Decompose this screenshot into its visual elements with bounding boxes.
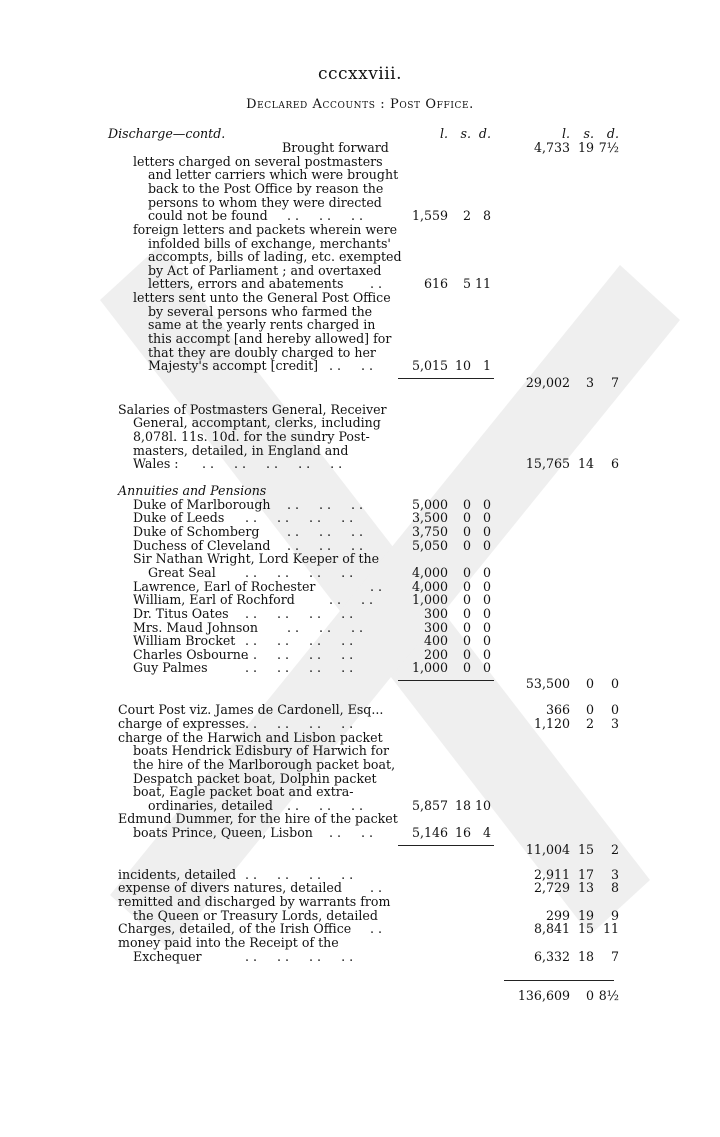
amount-pence: 10 (474, 798, 491, 813)
amount-shillings: 15 (577, 921, 594, 936)
amount-pounds: 5,050 (411, 538, 448, 553)
entry-text-line: infolded bills of exchange, merchants' (148, 236, 391, 251)
amount-pence: 3 (610, 867, 619, 882)
amount-pence: 11 (602, 921, 619, 936)
entry-text-line: charge of the Harwich and Lisbon packet (118, 730, 383, 745)
amount-pounds: 300 (423, 606, 448, 621)
amount-shillings: 0 (462, 579, 471, 594)
amount-pounds: 1,120 (533, 716, 570, 731)
amount-pence: 4 (482, 825, 491, 840)
entry-text-line: Despatch packet boat, Dolphin packet (133, 771, 377, 786)
amount-shillings: 0 (462, 633, 471, 648)
amount-pence: 7 (610, 375, 619, 390)
amount-shillings: 2 (585, 716, 594, 731)
amount-shillings: 0 (462, 538, 471, 553)
amount-shillings: 19 (577, 140, 594, 155)
amount-shillings: 0 (462, 565, 471, 580)
amount-shillings: 0 (462, 524, 471, 539)
entry-text-line: boat, Eagle packet boat and extra- (133, 784, 354, 799)
amount-pence: 3 (610, 716, 619, 731)
page-folio: cccxxviii. (317, 64, 403, 84)
entry-text-line: remitted and discharged by warrants from (118, 894, 391, 909)
annuitant-name: Duke of Schomberg (133, 524, 260, 539)
subtotal-rule (398, 680, 494, 681)
entry-text-line: charge of expresses (118, 716, 246, 731)
amount-shillings: 0 (462, 660, 471, 675)
amount-pounds: 3,750 (411, 524, 448, 539)
amount-pence: 0 (610, 702, 619, 717)
leader-dots: . . (370, 276, 383, 291)
amount-shillings: 0 (462, 606, 471, 621)
amount-pence: 0 (482, 620, 491, 635)
leader-dots: . . . . . . . . (245, 716, 354, 731)
amount-pounds: 1,000 (411, 660, 448, 675)
amount-pounds: 4,000 (411, 579, 448, 594)
leader-dots: . . . . . . (287, 620, 364, 635)
annuities-title: Annuities and Pensions (118, 483, 267, 498)
leader-dots: . . . . (329, 592, 374, 607)
annuitant-name: William Brocket (133, 633, 236, 648)
amount-shillings: 0 (462, 647, 471, 662)
entry-text-line: money paid into the Receipt of the (118, 935, 339, 950)
amount-pence: 8 (482, 208, 491, 223)
amount-pounds: 299 (545, 908, 570, 923)
amount-pence: 9 (610, 908, 619, 923)
subtotal-rule (398, 378, 494, 379)
amount-pence: 0 (482, 592, 491, 607)
amount-pounds: 366 (545, 702, 570, 717)
amount-shillings: 5 (462, 276, 471, 291)
amount-pence: 2 (610, 842, 619, 857)
entry-text-line: boats Prince, Queen, Lisbon (133, 825, 313, 840)
amount-pounds: 1,000 (411, 592, 448, 607)
amount-pounds: 300 (423, 620, 448, 635)
amount-pounds: 5,000 (411, 497, 448, 512)
amount-shillings: 0 (585, 988, 594, 1003)
annuitant-name: Duke of Leeds (133, 510, 225, 525)
entry-text-line: this accompt [and hereby allowed] for (148, 331, 392, 346)
col1-pounds-header: l. (439, 126, 448, 141)
amount-shillings: 0 (585, 676, 594, 691)
amount-shillings: 2 (462, 208, 471, 223)
amount-pounds: 616 (423, 276, 448, 291)
leader-dots: . . . . . . (287, 524, 364, 539)
amount-pounds: 53,500 (525, 676, 570, 691)
entry-text-line: could not be found (148, 208, 268, 223)
amount-pence: 11 (474, 276, 491, 291)
amount-pence: 7 (610, 949, 619, 964)
amount-pounds: 4,000 (411, 565, 448, 580)
amount-pounds: 5,146 (411, 825, 448, 840)
amount-pounds: 5,857 (411, 798, 448, 813)
annuitant-name: Duchess of Cleveland (133, 538, 271, 553)
amount-pounds: 2,729 (533, 880, 570, 895)
amount-shillings: 16 (454, 825, 471, 840)
leader-dots: . . . . . . . . (245, 510, 354, 525)
amount-pounds: 8,841 (533, 921, 570, 936)
entry-text-line: Court Post viz. James de Cardonell, Esq... (118, 702, 384, 717)
amount-shillings: 17 (577, 867, 594, 882)
entry-text-line: ordinaries, detailed (148, 798, 273, 813)
amount-pounds: 1,559 (411, 208, 448, 223)
amount-pounds: 29,002 (525, 375, 570, 390)
leader-dots: . . (370, 880, 383, 895)
entry-text-line: by several persons who farmed the (148, 304, 373, 319)
amount-pence: 0 (482, 524, 491, 539)
amount-pence: 8½ (598, 988, 619, 1003)
amount-pence: 7½ (598, 140, 619, 155)
entry-text-line: that they are doubly charged to her (148, 345, 376, 360)
amount-pounds: 2,911 (533, 867, 570, 882)
leader-dots: . . . . . . . . (245, 606, 354, 621)
leader-dots: . . . . . . . . (245, 647, 354, 662)
leader-dots: . . . . . . . . (245, 660, 354, 675)
entry-text-line: letters charged on several postmasters (133, 154, 383, 169)
annuitant-name: William, Earl of Rochford (133, 592, 295, 607)
amount-pence: 0 (482, 606, 491, 621)
amount-pounds: 5,015 (411, 358, 448, 373)
amount-pence: 1 (482, 358, 491, 373)
grand-total-rule (504, 980, 614, 981)
amount-shillings: 0 (462, 510, 471, 525)
col1-shillings-header: s. (460, 126, 471, 141)
leader-dots: . . . . . . (287, 497, 364, 512)
entry-text-line: Charges, detailed, of the Irish Office (118, 921, 352, 936)
entry-text-line: foreign letters and packets wherein were (133, 222, 398, 237)
entry-text-line: General, accomptant, clerks, including (133, 415, 381, 430)
col2-pounds-header: l. (561, 126, 570, 141)
leader-dots: . . . . . . . . (245, 867, 354, 882)
amount-pounds: 400 (423, 633, 448, 648)
entry-text-line: the hire of the Marlborough packet boat, (133, 757, 396, 772)
entry-text-line: boats Hendrick Edisbury of Harwich for (133, 743, 390, 758)
brought-forward-label: Brought forward (282, 140, 389, 155)
entry-text-line: masters, detailed, in England and (133, 443, 349, 458)
amount-pence: 0 (482, 633, 491, 648)
amount-shillings: 10 (454, 358, 471, 373)
amount-shillings: 3 (585, 375, 594, 390)
leader-dots: . . . . . . . . (245, 949, 354, 964)
amount-pence: 8 (610, 880, 619, 895)
col2-pence-header: d. (606, 126, 619, 141)
entry-text-line: Edmund Dummer, for the hire of the packet (118, 811, 398, 826)
entry-text-line: 8,078l. 11s. 10d. for the sundry Post- (133, 429, 370, 444)
amount-pence: 0 (482, 497, 491, 512)
annuitant-name: Sir Nathan Wright, Lord Keeper of the (133, 551, 380, 566)
amount-pounds: 3,500 (411, 510, 448, 525)
entry-text-line: expense of divers natures, detailed (118, 880, 342, 895)
leader-dots: . . . . . . . . (245, 633, 354, 648)
amount-pence: 0 (610, 676, 619, 691)
amount-pounds: 11,004 (525, 842, 570, 857)
annuitant-name: Lawrence, Earl of Rochester (133, 579, 316, 594)
entry-text-line: letters, errors and abatements (148, 276, 344, 291)
leader-dots: . . . . (329, 825, 374, 840)
amount-shillings: 0 (585, 702, 594, 717)
amount-pounds: 15,765 (525, 456, 570, 471)
entry-text-line: Salaries of Postmasters General, Receiver (118, 402, 387, 417)
amount-pence: 0 (482, 660, 491, 675)
amount-shillings: 15 (577, 842, 594, 857)
entry-text-line: letters sent unto the General Post Office (133, 290, 391, 305)
entry-text-line: incidents, detailed (118, 867, 237, 882)
amount-pence: 0 (482, 579, 491, 594)
leader-dots: . . . . . . (287, 208, 364, 223)
entry-text-line: the Queen or Treasury Lords, detailed (133, 908, 378, 923)
amount-shillings: 19 (577, 908, 594, 923)
annuitant-name: Guy Palmes (133, 660, 208, 675)
amount-pence: 0 (482, 538, 491, 553)
amount-shillings: 0 (462, 592, 471, 607)
amount-shillings: 0 (462, 497, 471, 512)
leader-dots: . . . . . . (287, 538, 364, 553)
entry-text-line: same at the yearly rents charged in (148, 317, 376, 332)
amount-shillings: 18 (454, 798, 471, 813)
amount-pence: 0 (482, 647, 491, 662)
leader-dots: . . . . . . . . . . (202, 456, 343, 471)
col2-shillings-header: s. (583, 126, 594, 141)
amount-pounds: 200 (423, 647, 448, 662)
leader-dots: . . . . . . . . (245, 565, 354, 580)
subtotal-rule (398, 845, 494, 846)
leader-dots: . . . . . . (287, 798, 364, 813)
discharge-label: Discharge—contd. (108, 126, 226, 141)
amount-shillings: 0 (462, 620, 471, 635)
annuitant-name: Dr. Titus Oates (133, 606, 229, 621)
amount-pounds: 6,332 (533, 949, 570, 964)
amount-pounds: 4,733 (533, 140, 570, 155)
entry-text-line: and letter carriers which were brought (148, 167, 399, 182)
amount-shillings: 18 (577, 949, 594, 964)
entry-text-line: back to the Post Office by reason the (148, 181, 384, 196)
leader-dots: . . (370, 579, 383, 594)
annuitant-name-cont: Great Seal (148, 565, 216, 580)
entry-text-line: persons to whom they were directed (148, 195, 382, 210)
entry-text-line: by Act of Parliament ; and overtaxed (148, 263, 382, 278)
entry-text-line: Majesty's accompt [credit] (148, 358, 319, 373)
leader-dots: . . (370, 921, 383, 936)
amount-shillings: 14 (577, 456, 594, 471)
entry-text-line: accompts, bills of lading, etc. exempted (148, 249, 402, 264)
page-heading: Declared Accounts : Post Office. (246, 97, 474, 112)
entry-text-line: Exchequer (133, 949, 202, 964)
amount-pence: 0 (482, 510, 491, 525)
col1-pence-header: d. (478, 126, 491, 141)
entry-text-line: Wales : (133, 456, 179, 471)
amount-shillings: 13 (577, 880, 594, 895)
annuitant-name: Charles Osbourne (133, 647, 249, 662)
annuitant-name: Mrs. Maud Johnson (133, 620, 258, 635)
amount-pounds: 136,609 (517, 988, 570, 1003)
annuitant-name: Duke of Marlborough (133, 497, 271, 512)
leader-dots: . . . . (329, 358, 374, 373)
amount-pence: 0 (482, 565, 491, 580)
amount-pence: 6 (610, 456, 619, 471)
